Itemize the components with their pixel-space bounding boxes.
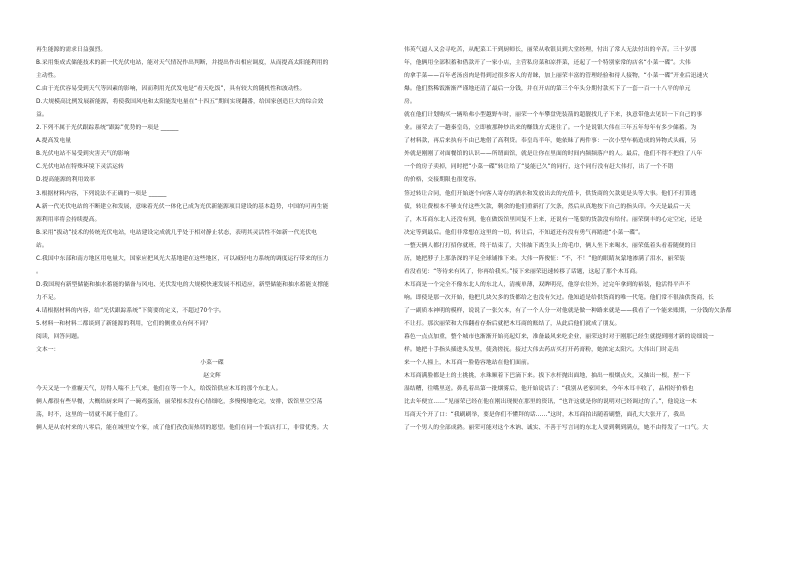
left-column-line: 再生能源的需求日益强烈。	[36, 47, 107, 53]
right-column-line: 木耳商是一个完全不像东北人的东北人，清瘦单薄，双眸明亮，他穿衣往外，过完年拿到的裕装，他活得平声不	[404, 281, 691, 288]
right-column-line: 决定等到最后。他们非常想在这里的一切，转让后，不知道还有没有勇气再踏进“小菜一碟”。	[404, 229, 644, 236]
right-column-line: 响。即使是那一次开始，他把几块欠多的货都给之也没有欠过。他知道是给供货商的唯一代笔。他们常不很油供货商，长	[404, 294, 714, 301]
left-column-line: A.提高发电量	[36, 138, 72, 145]
left-column-line: 3.根据材料内容，下列说法不正确的一项是 ______	[36, 190, 167, 197]
left-column-line: B.采用集成式储能技术的新一代光伏电站，能对天气情况作出判断，并提出作出相应调度，从而提高太阳能利用的	[36, 60, 329, 67]
right-column-line: 比去年便宜……”见丽荣已经在他在刚出现便在那里的资讯，“也许这就是你的说明对已经调过的了。”，他说这一木	[404, 399, 697, 406]
left-column-line: 文本一：	[36, 347, 60, 354]
right-column-line: 业。丽荣去了一趟秦皇岛，立即被那种炒出来的赚钱方式迷住了。一个是说银大伟在三年五年每年有多少储蓄。为	[404, 125, 697, 132]
left-column-line: A.新一代光伏电站的不断建立和发展，意味着光伏一体化已成为光伏新能源项目建设的基本趋势，中国的可再生能	[36, 203, 329, 210]
right-column-line: 耳商天个开了口：“我刷刷举，要是你们不懂拜的话……”这时，木耳商拍出随着刷整，面孔大大张开了，我出	[404, 412, 685, 419]
right-column-line: 不让打。那次丽荣和大伟翻看存指后就把木耳商的账结了，从此后他们就成了朋友。	[404, 320, 621, 327]
right-column-line: 一个的房子卖掉，同时把“小菜一碟”转让给了“曼能已久”的同行，这个同行没有赶大伟打，出了一个不错	[404, 164, 674, 171]
left-column-line: C.光伏电站在特殊环境下灵活运转	[36, 164, 124, 171]
left-column-line: B.光伏电站不易受到灾害天气的影响	[36, 151, 130, 158]
right-column-line: 外就是刚刚了对面餐馆的认识——所谓面馆，就是让你在里面的时间内频频落户的人。最后，他们不得不把住了八年	[404, 151, 703, 158]
left-column-line: 阅读，回答问题。	[36, 334, 83, 341]
right-column-line: 债，转让费根本不够支付这些欠款，剩余的他们重新打了欠条，然后从真地按下自己的指头印。今天是最后一天	[404, 203, 691, 210]
right-column-line: 的价格，交接期限也很宽容。	[404, 177, 481, 184]
left-column-line: 荡，时不，这里的一切就不属于他们了。	[36, 412, 142, 419]
right-column-line: 了一个男人的全部成熟。丽荣可能对这个木讷、诚实、不善于写言词的东北人要到剩到满点，她不由得发了一口气。大	[404, 425, 709, 432]
left-column-line: 源利用率将会持续提高。	[36, 216, 101, 223]
left-column-line: 力不足。	[36, 294, 60, 301]
right-column-line: 年，他俩用全部积蓄和借款开了一家小店，主营私房菜和凉拌菜，还起了一个特别家常的店名“小菜一碟”。大伟	[404, 60, 691, 67]
right-column-line: 一整天俩人都打打招你就班，终于结束了，大伟抽下离生头上的毛巾，俩人坐下来喝水，丽荣低着头看着随便的日	[404, 242, 697, 249]
left-column-line: C.由于光伏容易受到天气等因素的影响，因而利用光伏发电是“看天吃饭”，具有较大的随机性和波动性。	[36, 86, 306, 93]
left-column-line: D.大规模高比例发展新能源，将使我国风电和太阳能发电量在“十四五”期间实现翻番，给国家创造巨大的综合效	[36, 99, 324, 106]
right-column-line: 就在他们计划购买一辆哈弗小型越野车时，丽荣一个车攀盘兜装箭的超靓找几子下来，执意带他去见识一下自己的事	[404, 112, 703, 119]
left-column-line: 站。	[36, 242, 48, 249]
right-column-line: 看没看见：“等待来有风了，你再给我买。”接下来丽荣迅速转移了话题，这起了那个木耳商。	[404, 268, 642, 275]
right-column-line: 伟英气逼人又会寻吃苦，从配菜工干到厨师长，丽荣从收银员到大堂经理，付出了常人无法付出的辛苦。三十岁那	[404, 47, 697, 53]
right-column-line: 房。	[404, 99, 416, 106]
left-column-line: 2.下列不属于光伏跟踪系统“跟踪”优势的一项是 ______	[36, 125, 179, 132]
left-column-line: 4.请根据材料的内容，给“光伏跟踪系统”下简要的定义，不超过70个字。	[36, 307, 225, 314]
right-column-line: 了一副质本神明的模样，说说了一张欠本，有了一个人分一对他就是做一种路来就是——我看了一个能来账期，一分钱的欠条都	[404, 307, 732, 314]
left-column-line: 。	[36, 268, 42, 275]
left-column-line: 益。	[36, 112, 48, 119]
left-column-line: C.我国中东部和南方地区用电量大，国家应把风光大基地建在这些地区，可以减轻电力系统的调度运行带来的压力	[36, 255, 329, 262]
left-column-line: 5.材料一和材料二都谈到了新能源的利用，它们的侧重点有何不同？	[36, 320, 212, 327]
right-column-line: 了，木耳商东北人还没有到，他在做饭馆里回复不上来，还说有一笔要的货款没有给付。丽荣倒丰的心定空定，还是	[404, 216, 703, 223]
left-column-line: D.提高能源的利用效率	[36, 177, 96, 184]
right-column-line: 来一个人撞上，木耳商一脸倦容地站在他们面前。	[404, 360, 533, 367]
right-column-line: 了材料款，再后来执有不由已地借了高利贷。奉皇岛半年，她依昧了两件事：一次小型车祸造成的异物式头痛，另	[404, 138, 697, 145]
left-column-line: 俩人都很有些早餐，大概给厨来叫了一碗鸡蛋汤，丽荣根本没有心情细吃，多慢慢地吃完，安排，饭馆里空空荡	[36, 399, 323, 406]
right-column-line: 木耳商满脸都是土的土挑挑，水珠顺着下巴滴下来。拔下水杆抛出面地，抽出一根烟点火，又抽出一根，捏一下	[404, 373, 691, 380]
right-column-line: 的拿手菜——百年老汤卤肉是得到过很多客人的青睐，加上丽荣丰富的管理经验和待人接物，“小菜一碟”开业后迅速火	[404, 73, 709, 80]
right-column-line: 暮色一点点加重，整个城市也渐渐开始亮起灯来，准备最风来吃企业，丽荣这时对于刚那已经生就提到刚才新的说细说一	[404, 334, 714, 341]
right-column-line: 签过转让合同，他们开始逐个向客人寄存的酒水和发放出去的充值卡，供货商的欠款更是头等大事。他们不打算逃	[404, 190, 697, 197]
right-column-line: 湿结糟，往嘴里送。鼻孔着出第一批烟雾后，他开始说话了：“我别从老家回来，今年木耳丰收了，品相好价格也	[404, 386, 694, 393]
left-column-line: 赵文辉	[203, 373, 221, 380]
right-column	[404, 44, 756, 435]
left-column-line: 主动性。	[36, 73, 60, 80]
left-column-line: 小菜一碟	[200, 360, 224, 367]
right-column-line: 爆。他们熬稀饭渐渐严谨地还清了最后一分钱，并在开店的第三个年头分期付款买下了一套一百一十八平的单元	[404, 86, 691, 93]
right-column-line: 历，她把脖子上那条深的平足全球铺推下来。大伟一阵俊怔：“不，不！”他的眼睛灰蒙地渗满了泪水，丽荣装	[404, 255, 685, 262]
right-column-line: 样。她把十手指头插进头发里，使劲搓抚。接过大伟去药店买打开药膏粉，她浓定太阳穴。大伟出门时走出	[404, 347, 679, 354]
left-column-line: D.我国现有新型储能和抽水蓄能的储备与风电、光伏发电的大规模快速发展不相适应，新型储能和抽水蓄能支撑能	[36, 281, 329, 288]
left-column-line: B.采用“拔动”技术的传统光伏电站，电站建设完成就几乎处于相对静止状态，表明其灵活性不如新一代光伏电	[36, 229, 317, 236]
left-column	[36, 44, 388, 435]
left-column-line: 俩人是从农村来的八零后，能在城里安个家，成了他们孜孜而热切的愿望。他们在同一个饭店打工，非常优秀。大	[36, 425, 329, 432]
left-column-line: 今天又是一个重霾天气，厉得人喘不上气来，他们在等一个人，给饭馆供应木耳的那个东北人。	[36, 386, 282, 393]
